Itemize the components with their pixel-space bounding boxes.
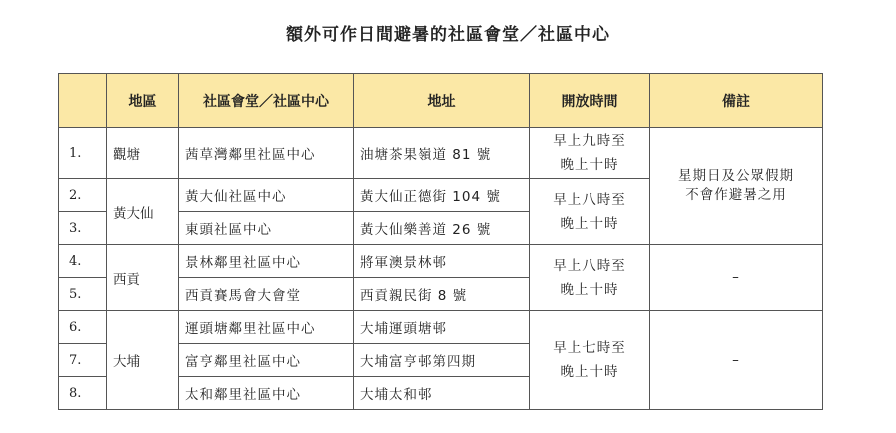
address-cell: 西貢親民街 8 號 bbox=[354, 278, 530, 311]
hours-line: 晚上十時 bbox=[560, 157, 619, 173]
table-row bbox=[59, 245, 823, 278]
row-number: 4. bbox=[59, 245, 107, 278]
address-cell: 大埔運頭塘邨 bbox=[354, 311, 530, 344]
name-cell: 太和鄰里社區中心 bbox=[179, 377, 354, 410]
hours-line: 早上八時至 bbox=[553, 257, 626, 274]
address-cell: 大埔太和邨 bbox=[354, 377, 530, 410]
row-number: 7. bbox=[59, 344, 107, 377]
address-cell: 黃大仙正德街 104 號 bbox=[354, 179, 530, 212]
header-address: 地址 bbox=[354, 74, 530, 128]
header-district: 地區 bbox=[107, 74, 179, 128]
name-cell: 茜草灣鄰里社區中心 bbox=[179, 128, 354, 179]
row-number: 5. bbox=[59, 278, 107, 311]
hours-line: 早上八時至 bbox=[553, 191, 626, 208]
remarks-cell bbox=[650, 128, 823, 245]
table-row bbox=[59, 311, 823, 344]
header-hours: 開放時間 bbox=[530, 74, 650, 128]
header-row bbox=[59, 74, 823, 128]
header-index bbox=[59, 74, 107, 128]
remarks-cell: – bbox=[650, 311, 823, 410]
header-name: 社區會堂／社區中心 bbox=[179, 74, 354, 128]
hours-cell bbox=[530, 311, 650, 410]
remark-line: 星期日及公眾假期 bbox=[678, 168, 794, 184]
district-cell: 西貢 bbox=[107, 245, 179, 311]
district-cell: 黃大仙 bbox=[107, 179, 179, 245]
table-row bbox=[59, 128, 823, 179]
district-cell: 觀塘 bbox=[107, 128, 179, 179]
name-cell: 運頭塘鄰里社區中心 bbox=[179, 311, 354, 344]
name-cell: 西貢賽馬會大會堂 bbox=[179, 278, 354, 311]
name-cell: 東頭社區中心 bbox=[179, 212, 354, 245]
remarks-cell: – bbox=[650, 245, 823, 311]
hours-line: 晚上十時 bbox=[560, 215, 619, 232]
address-cell: 油塘茶果嶺道 81 號 bbox=[354, 128, 530, 179]
row-number: 8. bbox=[59, 377, 107, 410]
address-cell: 將軍澳景林邨 bbox=[354, 245, 530, 278]
name-cell: 黃大仙社區中心 bbox=[179, 179, 354, 212]
row-number: 1. bbox=[59, 128, 107, 179]
hours-cell bbox=[530, 179, 650, 245]
community-hall-table bbox=[58, 73, 823, 410]
hours-line: 早上九時至 bbox=[553, 133, 626, 149]
remark-line: 不會作避暑之用 bbox=[685, 187, 787, 203]
address-cell: 大埔富亨邨第四期 bbox=[354, 344, 530, 377]
hours-line: 晚上十時 bbox=[560, 364, 619, 380]
name-cell: 富亨鄰里社區中心 bbox=[179, 344, 354, 377]
row-number: 6. bbox=[59, 311, 107, 344]
header-remarks: 備註 bbox=[650, 74, 823, 128]
hours-line: 早上七時至 bbox=[553, 340, 626, 356]
hours-cell bbox=[530, 245, 650, 311]
hours-line: 晚上十時 bbox=[560, 281, 619, 298]
name-cell: 景林鄰里社區中心 bbox=[179, 245, 354, 278]
page-title: 額外可作日間避暑的社區會堂／社區中心 bbox=[286, 25, 610, 45]
row-number: 3. bbox=[59, 212, 107, 245]
address-cell: 黃大仙樂善道 26 號 bbox=[354, 212, 530, 245]
district-cell: 大埔 bbox=[107, 311, 179, 410]
hours-cell bbox=[530, 128, 650, 179]
row-number: 2. bbox=[59, 179, 107, 212]
